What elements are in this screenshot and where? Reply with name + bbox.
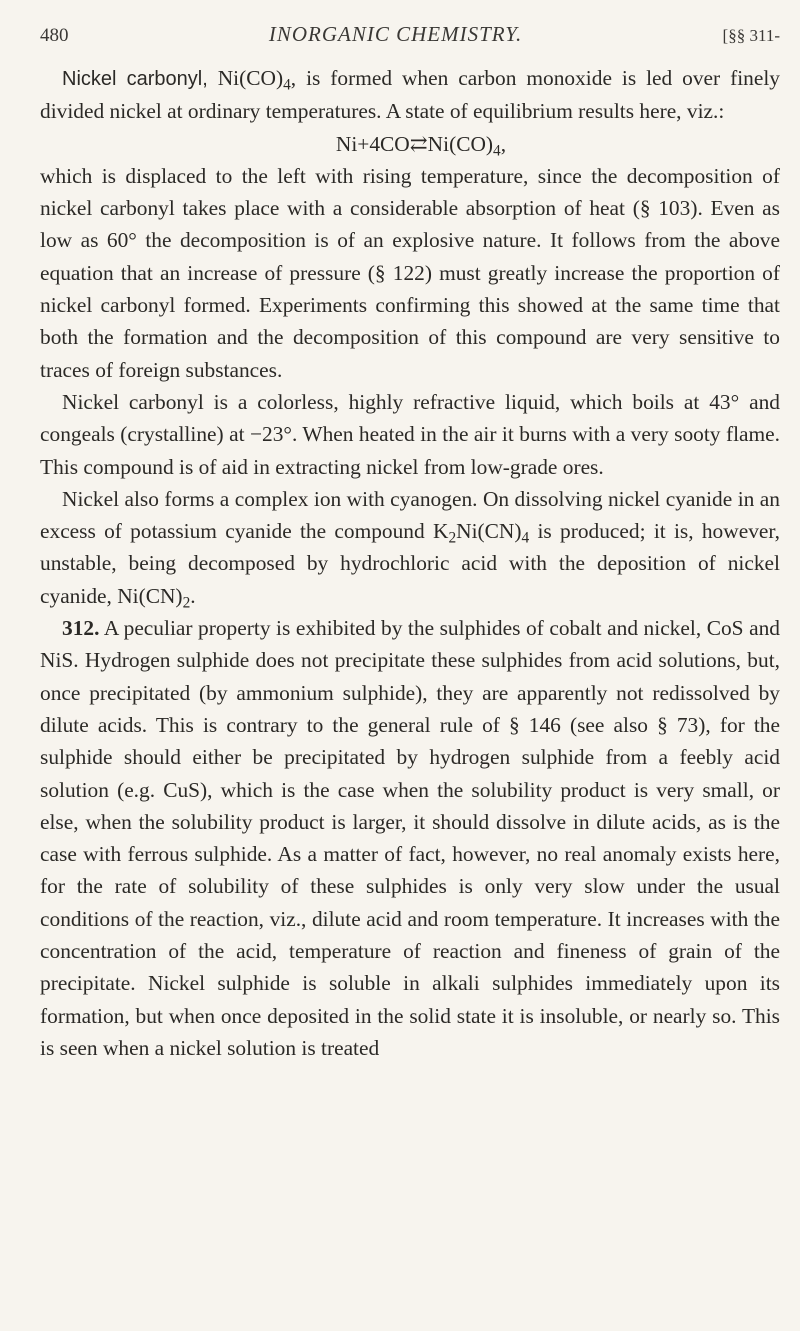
paragraph-section-312: 312. A peculiar property is exhibited by the sulphides of cobalt and nickel, CoS and NiS. Hydrogen sulphide does not precipitate these sulphides from acid solutions, but, once precipitated (by ammonium sulphide), they are apparently not redissolved by dilute acids. This is contrary to the general rule of § 146 (see also § 73), for the sulphide should either be precipitated by hydrogen sulphide from a feebly acid solution (e.g. CuS), which is the case when the solubility product is very small, or else, when the solubility product is larger, it should dissolve in dilute acids, as is the case with ferrous sulphide. As a matter of fact, however, no real anomaly exists here, for the rate of solubility of these sulphides is only very slow under the usual conditions of the reaction, viz., dilute acid and room temperature. It increases with the concentration of the acid, temperature of reaction and fineness of grain of the precipitate. Nickel sulphide is soluble in alkali sulphides immediately upon its formation, but when once deposited in the solid state it is insoluble, or nearly so. This is seen when a nickel solution is treated xyxy=(40,616,780,1060)
paragraph-nickel-carbonyl-formation: Nickel carbonyl, $Ni(CO)_4$, is formed when carbon monoxide is led over finely divided nickel at ordinary temperatures. A state of equilibrium results here, viz.: xyxy=(40,66,780,124)
paragraph-cyanogen-complex: Nickel also forms a complex ion with cyanogen. On dissolving nickel cyanide in an excess of potassium cyanide the compound $K_2Ni(CN)_4$ is produced; it is, however, unstable, being decomposed by hydrochloric acid with the deposition of nickel cyanide, $Ni(CN)_2$. xyxy=(40,486,780,612)
equilibrium-equation: $Ni+4CO⇄Ni(CO)_4$, xyxy=(335,131,507,160)
paragraph-equilibrium-discussion: which is displaced to the left with rising temperature, since the decomposition of nickel carbonyl takes place with a considerable absorption of heat (§ 103). Even as low as 60° the decomposition is of an explosive nature. It follows from the above equation that an increase of pressure (§ 122) must greatly increase the proportion of nickel carbonyl formed. Experiments confirming this showed at the same time that both the formation and the decomposition of this compound are very sensitive to traces of foreign substances. xyxy=(40,163,780,382)
section-number: 312. xyxy=(62,616,100,641)
formula: $Ni(CO)_4$ xyxy=(217,66,291,94)
formula: $K_2Ni(CN)_4$ xyxy=(432,519,530,547)
lead-term: Nickel carbonyl, xyxy=(62,68,208,90)
section-reference: [§§ 311- xyxy=(722,26,780,45)
book-page xyxy=(40,14,780,1064)
running-title: INORGANIC CHEMISTRY. xyxy=(268,22,523,46)
page-header xyxy=(40,14,780,62)
paragraph-properties: Nickel carbonyl is a colorless, highly refractive liquid, which boils at 43° and congeals (crystalline) at −23°. When heated in the air it burns with a very sooty flame. This compound is of aid in extracting nickel from low-grade ores. xyxy=(40,389,780,479)
page-number: 480 xyxy=(40,25,69,46)
